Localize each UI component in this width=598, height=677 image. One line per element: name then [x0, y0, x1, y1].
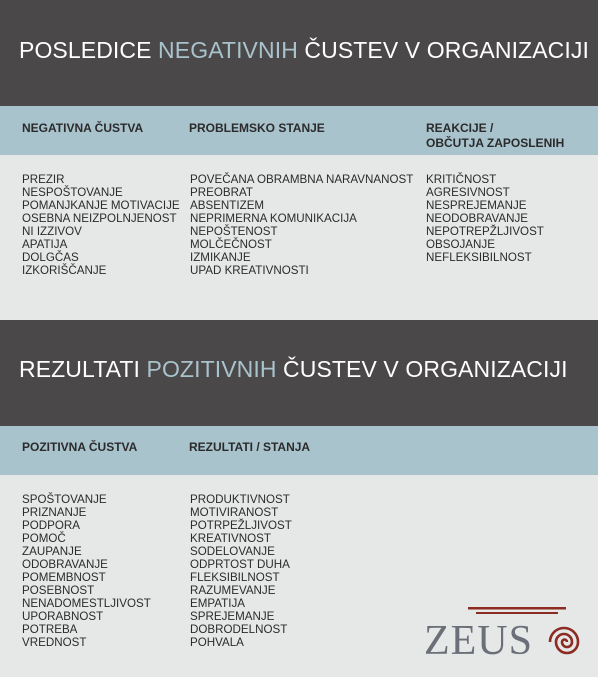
list-item: POMANJKANJE MOTIVACIJE — [22, 199, 180, 212]
list-item: NESPOŠTOVANJE — [22, 186, 123, 199]
list-item: UPORABNOST — [22, 610, 104, 623]
list-item: IZKORIŠČANJE — [22, 264, 107, 277]
list-item: NESPREJEMANJE — [426, 199, 527, 212]
list-item: NENADOMESTLJIVOST — [22, 597, 151, 610]
employee-reactions-heading — [426, 121, 564, 151]
logo-second-bar — [476, 612, 558, 614]
heading-line: OBČUTJA ZAPOSLENIH — [426, 136, 565, 150]
list-item: NEFLEKSIBILNOST — [426, 251, 532, 264]
list-item: SODELOVANJE — [190, 545, 275, 558]
problem-state-list — [190, 173, 413, 277]
list-item: OSEBNA NEIZPOLNJENOST — [22, 212, 177, 225]
list-item: PREZIR — [22, 173, 65, 186]
list-item: ABSENTIZEM — [190, 199, 265, 212]
list-item: DOBRODELNOST — [190, 623, 288, 636]
list-item: NEPRIMERNA KOMUNIKACIJA — [190, 212, 357, 225]
list-item: POSEBNOST — [22, 584, 95, 597]
zeus-logo — [424, 604, 582, 660]
list-item: POHVALA — [190, 636, 244, 649]
list-item: PRIZNANJE — [22, 506, 87, 519]
negative-emotions-list — [22, 173, 180, 277]
heading-line: REAKCIJE / — [426, 121, 494, 135]
list-item: RAZUMEVANJE — [190, 584, 276, 597]
list-item: SPOŠTOVANJE — [22, 493, 107, 506]
list-item: NEPOTREPŽLJIVOST — [426, 225, 544, 238]
employee-reactions-list — [426, 173, 544, 264]
results-state-list — [190, 493, 292, 649]
list-item: PRODUKTIVNOST — [190, 493, 290, 506]
list-item: POTREBA — [22, 623, 78, 636]
title-text: ČUSTEV V ORGANIZACIJI — [297, 37, 589, 63]
list-item: ODPRTOST DUHA — [190, 558, 290, 571]
list-item: ODOBRAVANJE — [22, 558, 108, 571]
list-item: DOLGČAS — [22, 251, 79, 264]
list-item: APATIJA — [22, 238, 68, 251]
list-item: PODPORA — [22, 519, 80, 532]
list-item: IZMIKANJE — [190, 251, 251, 264]
list-item: AGRESIVNOST — [426, 186, 510, 199]
spiral-icon — [550, 628, 578, 653]
list-item: MOTIVIRANOST — [190, 506, 279, 519]
list-item: OBSOJANJE — [426, 238, 495, 251]
list-item: VREDNOST — [22, 636, 87, 649]
list-item: NI IZZIVOV — [22, 225, 82, 238]
list-item: EMPATIJA — [190, 597, 245, 610]
list-item: KREATIVNOST — [190, 532, 271, 545]
list-item: MOLČEČNOST — [190, 238, 272, 251]
list-item: SPREJEMANJE — [190, 610, 275, 623]
list-item: POMEMBNOST — [22, 571, 106, 584]
positive-emotions-heading: POZITIVNA ČUSTVA — [22, 440, 138, 454]
positive-emotions-list — [22, 493, 151, 649]
list-item: FLEKSIBILNOST — [190, 571, 280, 584]
list-item: POMOČ — [22, 532, 66, 545]
list-item: ZAUPANJE — [22, 545, 82, 558]
list-item: PREOBRAT — [190, 186, 253, 199]
list-item: NEPOŠTENOST — [190, 225, 278, 238]
list-item: POTRPEŽLJIVOST — [190, 519, 292, 532]
list-item: POVEČANA OBRAMBNA NARAVNANOST — [190, 173, 414, 186]
title-accent-text: NEGATIVNIH — [158, 37, 298, 63]
negative-section-title — [19, 37, 589, 64]
list-item: NEODOBRAVANJE — [426, 212, 528, 225]
negative-emotions-heading: NEGATIVNA ČUSTVA — [22, 121, 144, 135]
problem-state-heading: PROBLEMSKO STANJE — [189, 121, 325, 135]
list-item: UPAD KREATIVNOSTI — [190, 264, 309, 277]
logo-top-bar — [468, 607, 566, 610]
positive-section-title — [19, 356, 568, 383]
title-accent-text: POZITIVNIH — [146, 356, 277, 382]
title-text: ČUSTEV V ORGANIZACIJI — [276, 356, 568, 382]
title-text: POSLEDICE — [19, 37, 159, 63]
title-text: REZULTATI — [19, 356, 147, 382]
results-state-heading: REZULTATI / STANJA — [189, 440, 311, 454]
list-item: KRITIČNOST — [426, 173, 497, 186]
logo-wordmark: ZEUS — [424, 618, 533, 660]
